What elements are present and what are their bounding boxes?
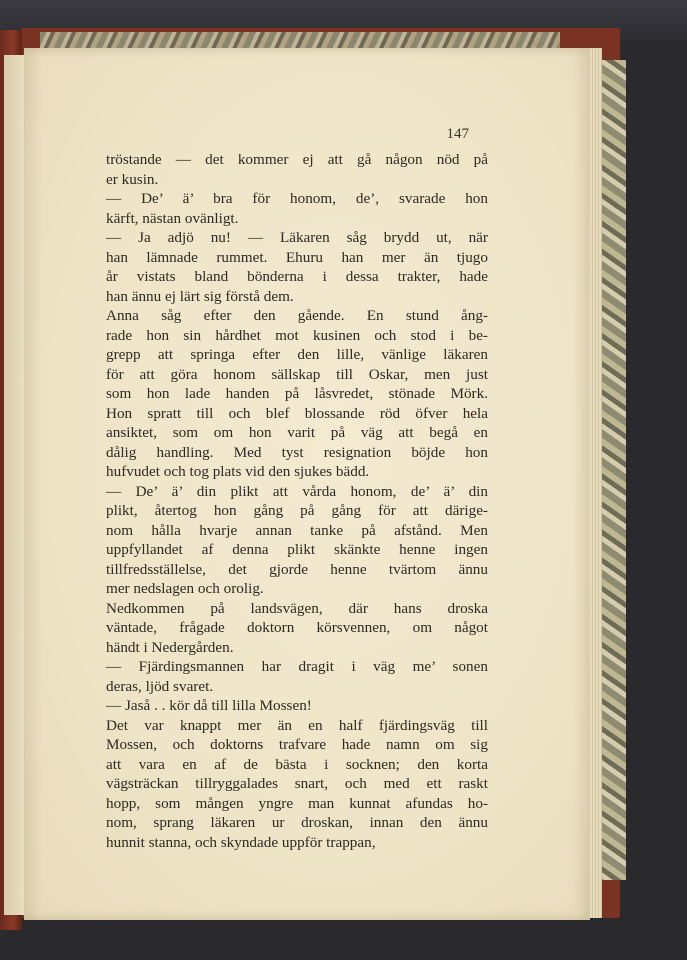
text-line: dålig handling. Med tyst resignation böjde hon — [106, 443, 488, 461]
text-line: — Fjärdingsmannen har dragit i väg me’ sonen — [106, 658, 488, 675]
text-line: nom hålla hvarje annan tanke på afstånd. Men — [106, 521, 488, 539]
text-line: tillfredsställelse, det gjorde henne tvärtom ännu — [106, 560, 488, 578]
text-line: händt i Nedergården. — [106, 638, 234, 656]
text-line: mer nedslagen och orolig. — [106, 580, 264, 597]
page-number: 147 — [446, 126, 469, 142]
text-line: nom, sprang läkaren ur droskan, innan den ännu — [106, 814, 488, 831]
text-line: Anna såg efter den gående. En stund ång- — [106, 307, 488, 324]
text-line: för att göra honom sällskap till Oskar, men just — [106, 365, 488, 383]
text-line: hunnit stanna, och skyndade uppför trappan, — [106, 833, 376, 851]
text-line: — De’ ä’ bra för honom, de’, svarade hon — [106, 190, 488, 207]
text-line: — Jaså . . kör då till lilla Mossen! — [106, 697, 312, 714]
text-line: plikt, återtog hon gång på gång för att därige- — [106, 502, 488, 519]
text-line: uppfyllandet af denna plikt skänkte henne ingen — [106, 541, 488, 558]
text-line: Det var knappt mer än en half fjärdingsväg till — [106, 716, 488, 734]
text-line: deras, ljöd svaret. — [106, 677, 214, 695]
text-line: hufvudet och tog plats vid den sjukes bädd. — [106, 463, 370, 480]
text-line: — De’ ä’ din plikt att vårda honom, de’ ä’ din — [106, 482, 488, 500]
text-line: grepp att springa efter den lille, vänlige läkaren — [106, 346, 488, 363]
text-line: Hon spratt till och blef blossande röd öfver hela — [106, 404, 488, 422]
text-line: att vara en af de bästa i socknen; den korta — [106, 755, 488, 773]
text-line: tröstande — det kommer ej att gå någon nöd på — [106, 151, 488, 168]
body-text — [106, 150, 488, 852]
text-line: han ännu ej lärt sig förstå dem. — [106, 287, 294, 305]
text-line: Nedkommen på landsvägen, där hans droska — [106, 599, 488, 617]
text-line: som hon lade handen på låsvredet, stönade Mörk. — [106, 385, 488, 402]
text-line: vägsträckan tillryggalades snart, och med ett raskt — [106, 775, 488, 792]
text-line: han lämnade rummet. Ehuru han mer än tjugo — [106, 248, 488, 266]
text-line: rade hon sin hårdhet mot kusinen och stod i be- — [106, 326, 488, 344]
text-line: ansiktet, som om hon varit på väg att begå en — [106, 424, 488, 441]
text-line: väntade, frågade doktorn körsvennen, om något — [106, 619, 488, 636]
text-line: — Ja adjö nu! — Läkaren såg brydd ut, när — [106, 229, 488, 246]
text-line: kärft, nästan ovänligt. — [106, 209, 239, 227]
text-line: hopp, som mången yngre man kunnat afundas ho- — [106, 794, 488, 812]
text-line: er kusin. — [106, 170, 159, 188]
text-line: år vistats bland bönderna i dessa trakter, hade — [106, 268, 488, 285]
text-line: Mossen, och doktorns trafvare hade namn om sig — [106, 736, 488, 753]
